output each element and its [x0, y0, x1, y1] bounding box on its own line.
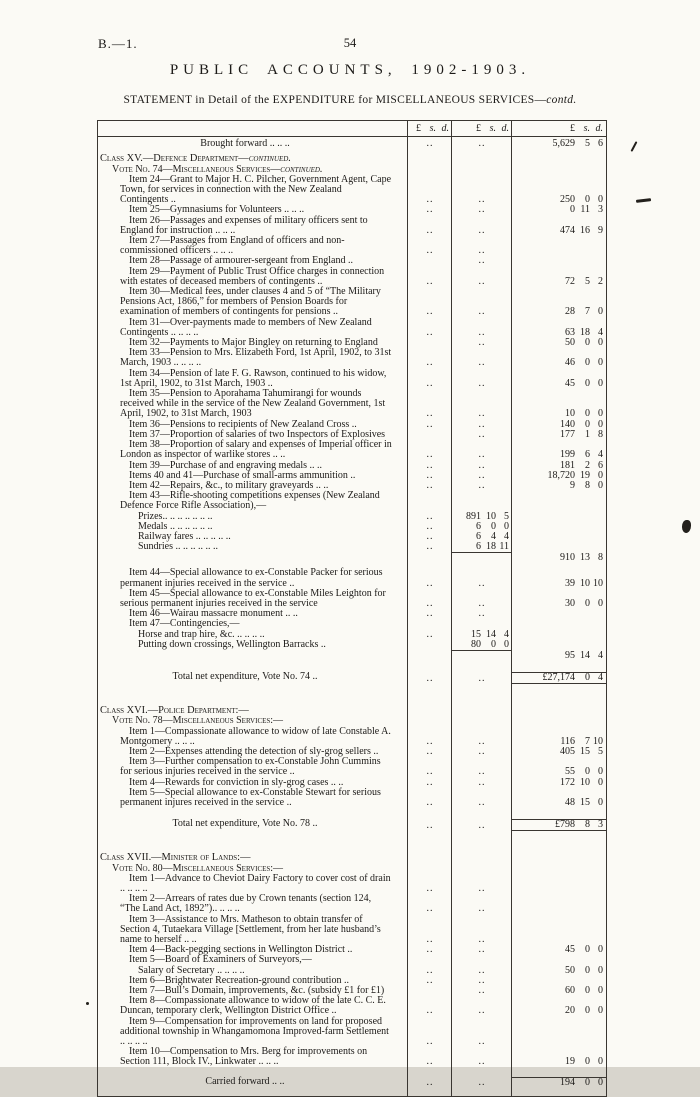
scan-artifact [631, 141, 638, 152]
money-col1 [408, 853, 452, 863]
money-col3: 60 0 0 [565, 985, 603, 997]
money-col3: 48 15 0 [565, 796, 603, 808]
row-description: Item 4—Back-pegging sections in Wellington District .. [129, 944, 353, 956]
money-col1 [408, 154, 452, 164]
row-description: Prizes.. .. .. .. .. .. .. [138, 510, 213, 522]
money-col2: .. [478, 326, 486, 338]
ledger-row [98, 542, 606, 552]
ledger-row [98, 915, 606, 946]
row-description: Item 5—Board of Examiners of Surveyors,— [129, 954, 312, 966]
money-col1: .. [426, 903, 434, 915]
money-col3 [512, 532, 606, 542]
row-description: Item 45—Special allowance to ex-Constable Miles Leighton for serious permanent injuries received in the service [120, 587, 386, 609]
scan-artifact [636, 198, 651, 202]
subtitle-contd: contd. [546, 94, 577, 106]
ledger-row [98, 757, 606, 777]
ledger-row [98, 348, 606, 368]
money-col1: .. [426, 766, 434, 778]
money-col3: 45 0 0 [565, 377, 603, 389]
ledger-row [98, 389, 606, 420]
ledger-row [98, 552, 606, 563]
money-col1 [408, 986, 452, 996]
money-col1: .. [426, 776, 434, 788]
money-col1: .. [426, 735, 434, 747]
row-description [98, 650, 408, 661]
money-col2: .. [478, 820, 486, 832]
money-col2: .. [478, 672, 486, 684]
row-description: Item 1—Compassionate allowance to widow of late Constable A. Montgomery .. .. .. [120, 725, 391, 747]
row-description: Medals .. .. .. .. .. .. [138, 520, 213, 532]
row-description: Item 37—Proportion of salaries of two Inspectors of Explosives [129, 428, 386, 440]
row-description: Item 8—Compassionate allowance to widow of the late C. C. E. Duncan, temporary clerk, Wellington District Office .. [120, 995, 386, 1017]
money-col3: £798 8 3 [512, 819, 606, 831]
money-col2: .. [478, 1005, 486, 1017]
row-description: Salary of Secretary .. .. .. .. [138, 964, 245, 976]
money-col3: 910 13 8 [560, 552, 603, 564]
money-col3 [512, 522, 606, 532]
ledger-row [98, 1017, 606, 1048]
money-col1: .. [426, 628, 434, 640]
row-description: Item 2—Arrears of rates due by Crown tenants (section 124, “The Land Act, 1892”).. .. .. .. [120, 893, 372, 915]
money-col3: 5,629 5 6 [552, 138, 603, 150]
money-col1: .. [426, 934, 434, 946]
row-description: Putting down crossings, Wellington Barracks .. [138, 638, 326, 650]
money-col2: .. [478, 469, 486, 481]
pound-symbol: £ [570, 123, 575, 134]
money-col3: 19 0 0 [565, 1056, 603, 1068]
money-col3: 39 10 10 [565, 577, 603, 589]
row-description: Item 5—Special allowance to ex-Constable Stewart for serious permanent injures received in the service .. [120, 786, 381, 808]
money-col3: 55 0 0 [565, 766, 603, 778]
shillings-label: s. [583, 123, 590, 134]
shillings-label: s. [429, 123, 436, 134]
pence-label: d. [441, 123, 449, 134]
money-col3: 172 10 0 [560, 776, 603, 788]
pence-label: d. [595, 123, 603, 134]
money-col2: .. [478, 1076, 486, 1088]
ledger-row [98, 318, 606, 338]
ledger-row [98, 817, 606, 833]
money-col2: .. [478, 306, 486, 318]
money-col2: .. [478, 577, 486, 589]
ledger-row [98, 874, 606, 894]
money-col1: .. [426, 510, 434, 522]
money-col1: .. [426, 520, 434, 532]
pound-symbol: £ [416, 123, 421, 134]
money-col2: .. [478, 1056, 486, 1068]
money-col2 [452, 650, 512, 661]
ledger-row [98, 175, 606, 206]
money-col2: .. [478, 776, 486, 788]
ledger-row [98, 589, 606, 609]
row-description: Vote No. 80—Miscellaneous Services:— [112, 862, 284, 874]
spacer [98, 661, 606, 670]
money-col1: .. [426, 138, 434, 150]
money-col2: 6 4 4 [476, 530, 509, 542]
money-col1: .. [426, 459, 434, 471]
money-col3: 72 5 2 [565, 275, 603, 287]
money-col1 [408, 256, 452, 266]
spacer [98, 1068, 606, 1077]
money-col1: .. [426, 944, 434, 956]
row-description: Item 35—Pension to Aporahama Tahumirangi for wounds received while in the service of the New Zealand Government, 1st April, 1902, to 31st March, 1903 [120, 388, 386, 420]
money-col2: .. [478, 377, 486, 389]
money-col1: .. [426, 597, 434, 609]
scan-artifact [86, 1002, 89, 1005]
money-col3: £27,174 0 4 [512, 672, 606, 684]
row-description: Item 10—Compensation to Mrs. Berg for improvements on Section 111, Block IV., Linkwater .. .. .. [120, 1046, 368, 1068]
money-col3: 50 0 0 [565, 337, 603, 349]
money-col1: .. [426, 408, 434, 420]
spacer [98, 808, 606, 817]
money-col3 [512, 894, 606, 914]
money-col2: .. [478, 204, 486, 216]
money-col3: 405 15 5 [560, 745, 603, 757]
money-col3: 474 16 9 [560, 224, 603, 236]
money-col1 [408, 650, 452, 661]
ledger-row [98, 640, 606, 650]
ledger-row [98, 1047, 606, 1067]
money-col3: 95 14 4 [565, 649, 603, 661]
money-col1: .. [426, 418, 434, 430]
money-col1: .. [426, 204, 434, 216]
money-col2 [452, 864, 512, 874]
money-col1: .. [426, 326, 434, 338]
ledger-row [98, 788, 606, 808]
money-header-col3 [512, 124, 606, 134]
money-col3: 0 11 3 [570, 204, 603, 216]
row-description: Brought forward .. .. .. [200, 138, 290, 150]
money-col1 [408, 864, 452, 874]
money-col2 [452, 491, 512, 511]
row-description: Item 2—Expenses attending the detection of sly-grog sellers .. [129, 745, 379, 757]
money-col3: 181 2 6 [560, 459, 603, 471]
ledger-rows [98, 137, 606, 1096]
money-col3 [512, 154, 606, 164]
row-description: Items 40 and 41—Purchase of small-arms ammunition .. [129, 469, 356, 481]
ledger-row [98, 287, 606, 318]
money-col3 [512, 609, 606, 619]
money-col2 [452, 619, 512, 629]
money-col2: .. [478, 194, 486, 206]
money-col1: .. [426, 377, 434, 389]
ledger-row [98, 568, 606, 588]
money-header-col2 [452, 124, 512, 134]
money-col2: .. [478, 449, 486, 461]
money-col3 [512, 706, 606, 716]
ledger-row [98, 236, 606, 256]
money-col2: 15 14 4 [471, 628, 509, 640]
money-col1: .. [426, 306, 434, 318]
ledger-row [98, 491, 606, 511]
expenditure-table [97, 120, 607, 1097]
money-col2: .. [478, 883, 486, 894]
money-col2: .. [478, 408, 486, 420]
money-col1: .. [426, 1036, 434, 1048]
money-col2: .. [478, 459, 486, 471]
money-col2: .. [478, 903, 486, 915]
ledger-row [98, 996, 606, 1016]
row-description: Item 34—Pension of late F. G. Rawson, continued to his widow, 1st April, 1902, to 31st March, 1903 .. [120, 367, 387, 389]
money-col2: .. [478, 245, 486, 257]
row-description: Item 47—Contingencies,— [129, 618, 240, 630]
money-col2 [452, 716, 512, 726]
spacer [98, 833, 606, 853]
money-col1: .. [426, 245, 434, 257]
statement-subtitle [0, 94, 700, 106]
money-col2: .. [478, 735, 486, 747]
money-col1 [408, 491, 452, 511]
row-description: Horse and trap hire, &c. .. .. .. .. [138, 628, 265, 640]
money-col3: 45 0 0 [565, 944, 603, 956]
money-col3 [512, 716, 606, 726]
row-description: Item 9—Compensation for improvements on land for proposed additional township in Whangamomona Improved-farm Settlement .. .. .. .. [120, 1015, 389, 1048]
row-description: Class XV.—Defence Department—continued. [100, 153, 291, 165]
page-number: 54 [343, 36, 357, 50]
money-col2 [452, 706, 512, 716]
money-col3: 199 6 4 [560, 449, 603, 461]
money-col1 [408, 552, 452, 563]
ledger-row [98, 727, 606, 747]
row-description: Railway fares .. .. .. .. .. [138, 530, 231, 542]
money-col2 [452, 154, 512, 164]
money-col2: .. [478, 985, 486, 997]
money-col3 [512, 915, 606, 946]
row-description: Item 26—Passages and expenses of military officers sent to England for instruction .. .. .. [120, 214, 368, 236]
row-description: Item 28—Passage of armourer-sergeant from England .. [129, 255, 353, 267]
money-col2: .. [478, 934, 486, 946]
money-col1: .. [426, 530, 434, 542]
money-col1: .. [426, 541, 434, 553]
money-col2: .. [478, 255, 486, 267]
money-col1: .. [426, 883, 434, 894]
money-col2: .. [478, 418, 486, 430]
money-col2: .. [478, 964, 486, 976]
money-col3 [512, 1017, 606, 1048]
column-divider [511, 121, 512, 1096]
document-reference: B.—1. [98, 36, 138, 51]
money-col3: 116 7 10 [560, 735, 603, 747]
money-col3: 177 1 8 [560, 428, 603, 440]
money-col1: .. [426, 224, 434, 236]
money-col1 [408, 640, 452, 650]
money-col1: .. [426, 1076, 434, 1088]
row-description [98, 552, 408, 563]
money-col2 [452, 853, 512, 863]
money-col1 [408, 338, 452, 348]
money-col1: .. [426, 745, 434, 757]
ledger-row [98, 139, 606, 149]
money-col3 [512, 976, 606, 986]
money-col1 [408, 716, 452, 726]
money-col1: .. [426, 672, 434, 684]
money-col3: 18,720 19 0 [547, 469, 603, 481]
ledger-row [98, 216, 606, 236]
money-col2: 6 18 11 [476, 541, 509, 553]
money-col2: .. [478, 138, 486, 150]
row-description: Item 30—Medical fees, under clauses 4 and 5 of “The Military Pensions Act, 1866,” for members of Pension Boards for examination of members of contingents for pensions .. [120, 286, 381, 318]
row-description: Item 36—Pensions to recipients of New Zealand Cross .. [129, 418, 357, 430]
money-col2 [452, 552, 512, 563]
row-description: Total net expenditure, Vote No. 74 .. [172, 670, 318, 682]
money-col3: 10 0 0 [565, 408, 603, 420]
money-col1: .. [426, 974, 434, 986]
row-description: Item 33—Pension to Mrs. Elizabeth Ford, 1st April, 1902, to 31st March, 1903 .. .. .. .. [120, 347, 392, 369]
money-col2: .. [478, 337, 486, 349]
money-col3: 20 0 0 [565, 1005, 603, 1017]
money-col3: 9 8 0 [570, 479, 603, 491]
money-column-headers [98, 121, 606, 137]
money-col1: .. [426, 357, 434, 369]
ledger-row [98, 369, 606, 389]
description-column-header [98, 124, 408, 134]
money-col3 [512, 236, 606, 256]
row-description: Item 32—Payments to Major Bingley on returning to England [129, 337, 378, 349]
row-description: Total net expenditure, Vote No. 78 .. [172, 818, 318, 830]
money-col3 [512, 256, 606, 266]
money-col3 [512, 542, 606, 552]
money-col1 [408, 706, 452, 716]
money-col3: 250 0 0 [560, 194, 603, 206]
ledger-row [98, 670, 606, 686]
row-description: Item 44—Special allowance to ex-Constable Packer for serious permanent injuries received in the service .. [120, 567, 383, 589]
shillings-label: s. [489, 123, 496, 134]
row-description: Item 38—Proportion of salary and expenses of Imperial officer in London as inspector of warlike stores .. .. [120, 439, 392, 461]
money-col1: .. [426, 796, 434, 808]
ledger-row [98, 894, 606, 914]
money-col3 [512, 619, 606, 629]
money-col3 [512, 955, 606, 965]
subtitle-text: STATEMENT in Detail of the EXPENDITURE for MISCELLANEOUS SERVICES— [123, 94, 547, 106]
money-col2: .. [478, 944, 486, 956]
money-col2: .. [478, 608, 486, 620]
money-col1: .. [426, 449, 434, 461]
row-description: Item 39—Purchase of and engraving medals .. .. [129, 459, 323, 471]
money-col1: .. [426, 275, 434, 287]
money-col3: 140 0 0 [560, 418, 603, 430]
row-description: Item 4—Rewards for conviction in sly-grog cases .. .. [129, 776, 344, 788]
money-col2: .. [478, 597, 486, 609]
money-col2: 6 0 0 [476, 520, 509, 532]
money-col3 [512, 165, 606, 175]
money-col3: 50 0 0 [565, 964, 603, 976]
row-description: Vote No. 78—Miscellaneous Services:— [112, 715, 284, 727]
money-col1: .. [426, 1056, 434, 1068]
row-description: Item 24—Grant to Major H. C. Pilcher, Government Agent, Cape Town, for services in connection with the New Zealand Contingents .. [120, 173, 392, 206]
scan-artifact [682, 520, 691, 533]
money-col2: .. [478, 796, 486, 808]
money-col2: .. [478, 428, 486, 440]
money-col1 [408, 165, 452, 175]
money-col2 [452, 165, 512, 175]
money-col3 [512, 491, 606, 511]
row-description: Item 29—Payment of Public Trust Office charges in connection with estates of deceased members of contingents .. [120, 265, 385, 287]
money-col2: .. [478, 766, 486, 778]
row-description: Item 31—Over-payments made to members of New Zealand Contingents .. .. .. .. [120, 316, 372, 338]
money-col2: .. [478, 745, 486, 757]
column-divider [407, 121, 408, 1096]
money-col2: .. [478, 275, 486, 287]
money-col1: .. [426, 577, 434, 589]
row-description: Item 3—Assistance to Mrs. Matheson to obtain transfer of Section 4, Tutaekara Village [Settlement, from her late husband’s name to herself .. .. [120, 913, 381, 946]
money-header-col1 [408, 124, 452, 134]
pence-label: d. [501, 123, 509, 134]
spacer [98, 686, 606, 706]
money-col2: 80 0 0 [471, 638, 509, 650]
money-col2: .. [478, 224, 486, 236]
ledger-row [98, 267, 606, 287]
ledger-row [98, 1077, 606, 1088]
money-col1: .. [426, 1005, 434, 1017]
money-col3: 63 18 4 [565, 326, 603, 338]
row-description: Item 7—Bull’s Domain, improvements, &c. (subsidy £1 for £1) [129, 985, 385, 997]
ledger-row [98, 440, 606, 460]
money-col2: .. [478, 974, 486, 986]
money-col3 [512, 874, 606, 894]
money-col1: .. [426, 608, 434, 620]
money-col3 [512, 630, 606, 640]
row-description: Item 42—Repairs, &c., to military graveyards .. .. [129, 479, 329, 491]
money-col1 [408, 430, 452, 440]
money-col1: .. [426, 479, 434, 491]
row-description: Item 43—Rifle-shooting competitions expenses (New Zealand Defence Force Rifle Association),— [120, 490, 380, 512]
row-description: Item 6—Brightwater Recreation-ground contribution .. [129, 974, 349, 986]
money-col3: 28 7 0 [565, 306, 603, 318]
money-col3: 30 0 0 [565, 597, 603, 609]
row-description: Item 3—Further compensation to ex-Constable John Cummins for serious injuries received in the service .. [120, 756, 381, 778]
money-col3 [512, 512, 606, 522]
row-description: Sundries .. .. .. .. .. .. [138, 541, 218, 553]
money-col1: .. [426, 194, 434, 206]
money-col2: 891 10 5 [466, 510, 509, 522]
money-col3: 194 0 0 [512, 1077, 606, 1088]
money-col1: .. [426, 469, 434, 481]
row-description: Vote No. 74—Miscellaneous Services—continued. [112, 163, 323, 175]
ledger-row [98, 650, 606, 661]
money-col2: .. [478, 357, 486, 369]
money-col3 [512, 640, 606, 650]
row-description: Class XVII.—Minister of Lands:— [100, 852, 251, 864]
money-col3 [512, 864, 606, 874]
row-description: Item 25—Gymnasiums for Volunteers .. .. .. [129, 204, 305, 216]
row-description: Item 27—Passages from England of officers and non-commissioned officers .. .. .. [120, 235, 345, 257]
money-col2: .. [478, 479, 486, 491]
pound-symbol: £ [476, 123, 481, 134]
row-description: Item 1—Advance to Cheviot Dairy Factory to cover cost of drain .. .. .. .. [120, 872, 391, 894]
money-col3 [512, 853, 606, 863]
row-description: Item 46—Wairau massacre monument .. .. [129, 608, 298, 620]
row-description: Carried forward .. .. [205, 1075, 285, 1087]
money-col3: 46 0 0 [565, 357, 603, 369]
row-description: Class XVI.—Police Department:— [100, 705, 249, 717]
money-col1: .. [426, 964, 434, 976]
money-col1: .. [426, 820, 434, 832]
page-title: PUBLIC ACCOUNTS, 1902-1903. [169, 62, 531, 78]
money-col2: .. [478, 1036, 486, 1048]
column-divider [451, 121, 452, 1096]
